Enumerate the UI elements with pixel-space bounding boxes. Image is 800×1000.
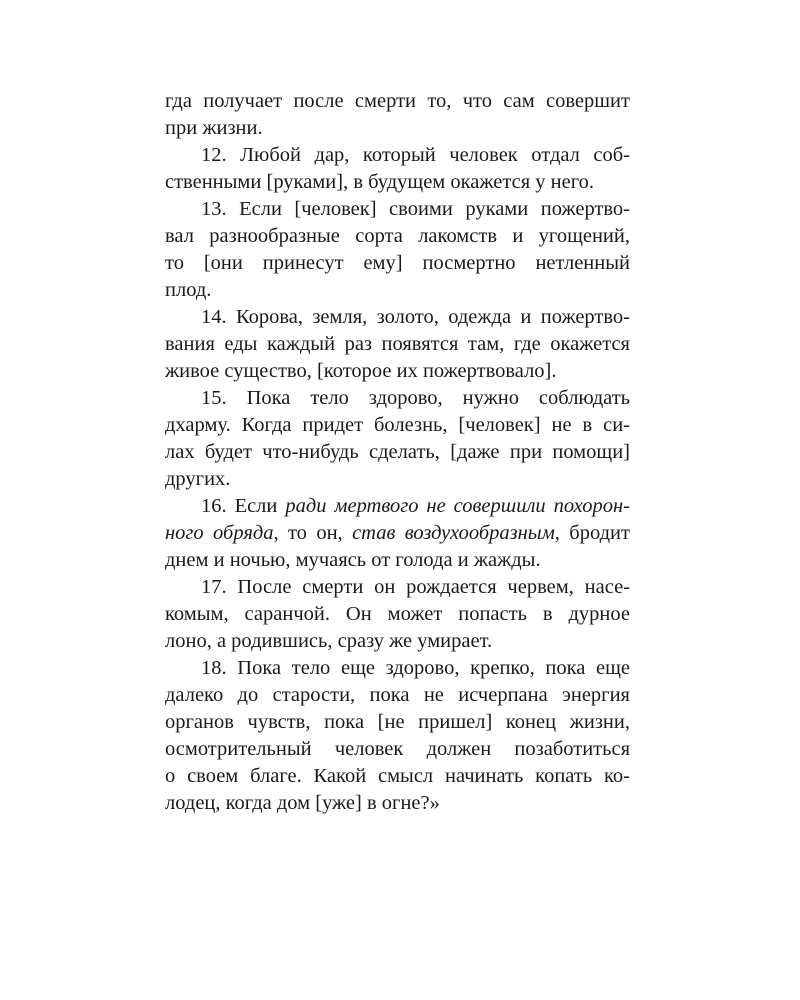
text-line: 12. Любой дар, который человек отдал соб- [201,144,630,166]
text-line: вал разнообразные сорта лакомств и угощений, [165,225,630,247]
text-line: 14. Корова, земля, золото, одежда и пожертво- [201,306,630,328]
text-line: далеко до старости, пока не исчерпана энергия [165,684,630,706]
text-run: , то он, [273,522,353,544]
text-line: органов чувств, пока [не пришел] конец жизни, [165,711,630,733]
text-line: 15. Пока тело здорово, нужно соблюдать [201,387,630,409]
paragraph-verse-12 [165,142,630,196]
text-line: лах будет что-нибудь сделать, [даже при помощи] [165,441,630,463]
paragraph-verse-18 [165,655,630,817]
paragraph-verse-17 [165,574,630,655]
paragraph-verse-14 [165,304,630,385]
paragraph-verse-16 [165,493,630,574]
text-line: гда получает после смерти то, что сам совершит [165,90,630,112]
text-line: то [они принесут ему] посмертно нетленный [165,252,630,274]
italic-text-run: став воздухообразным [352,522,555,544]
text-line: других. [165,468,231,490]
italic-text-run: ради мертвого не совершили похорон- [285,495,630,517]
text-run: , бродит [554,522,630,544]
text-run: 16. Если [201,495,286,517]
text-line: лодец, когда дом [уже] в огне?» [165,792,440,814]
text-line: лоно, а родившись, сразу же умирает. [165,630,493,652]
text-line [165,493,630,520]
text-line: плод. [165,279,212,301]
book-page-text [165,88,630,817]
text-line: живое существо, [которое их пожертвовало]. [165,360,557,382]
text-line: осмотрительный человек должен позаботиться [165,738,630,760]
text-line: вания еды каждый раз появятся там, где окажется [165,333,630,355]
text-line: комым, саранчой. Он может попасть в дурное [165,603,630,625]
text-line: днем и ночью, мучаясь от голода и жажды. [165,549,541,571]
text-line: при жизни. [165,117,263,139]
text-line: 18. Пока тело еще здорово, крепко, пока еще [201,657,630,679]
text-line: ственными [руками], в будущем окажется у него. [165,171,594,193]
paragraph-verse-13 [165,196,630,304]
paragraph-verse-15 [165,385,630,493]
paragraph-continuation [165,88,630,142]
italic-text-run: ного обряда [165,522,274,544]
text-line: дхарму. Когда придет болезнь, [человек] не в си- [165,414,630,436]
text-line: 13. Если [человек] своими руками пожертво- [201,198,630,220]
text-line: 17. После смерти он рождается червем, насе- [201,576,630,598]
text-line: о своем благе. Какой смысл начинать копать ко- [165,765,630,787]
text-line [165,520,630,547]
